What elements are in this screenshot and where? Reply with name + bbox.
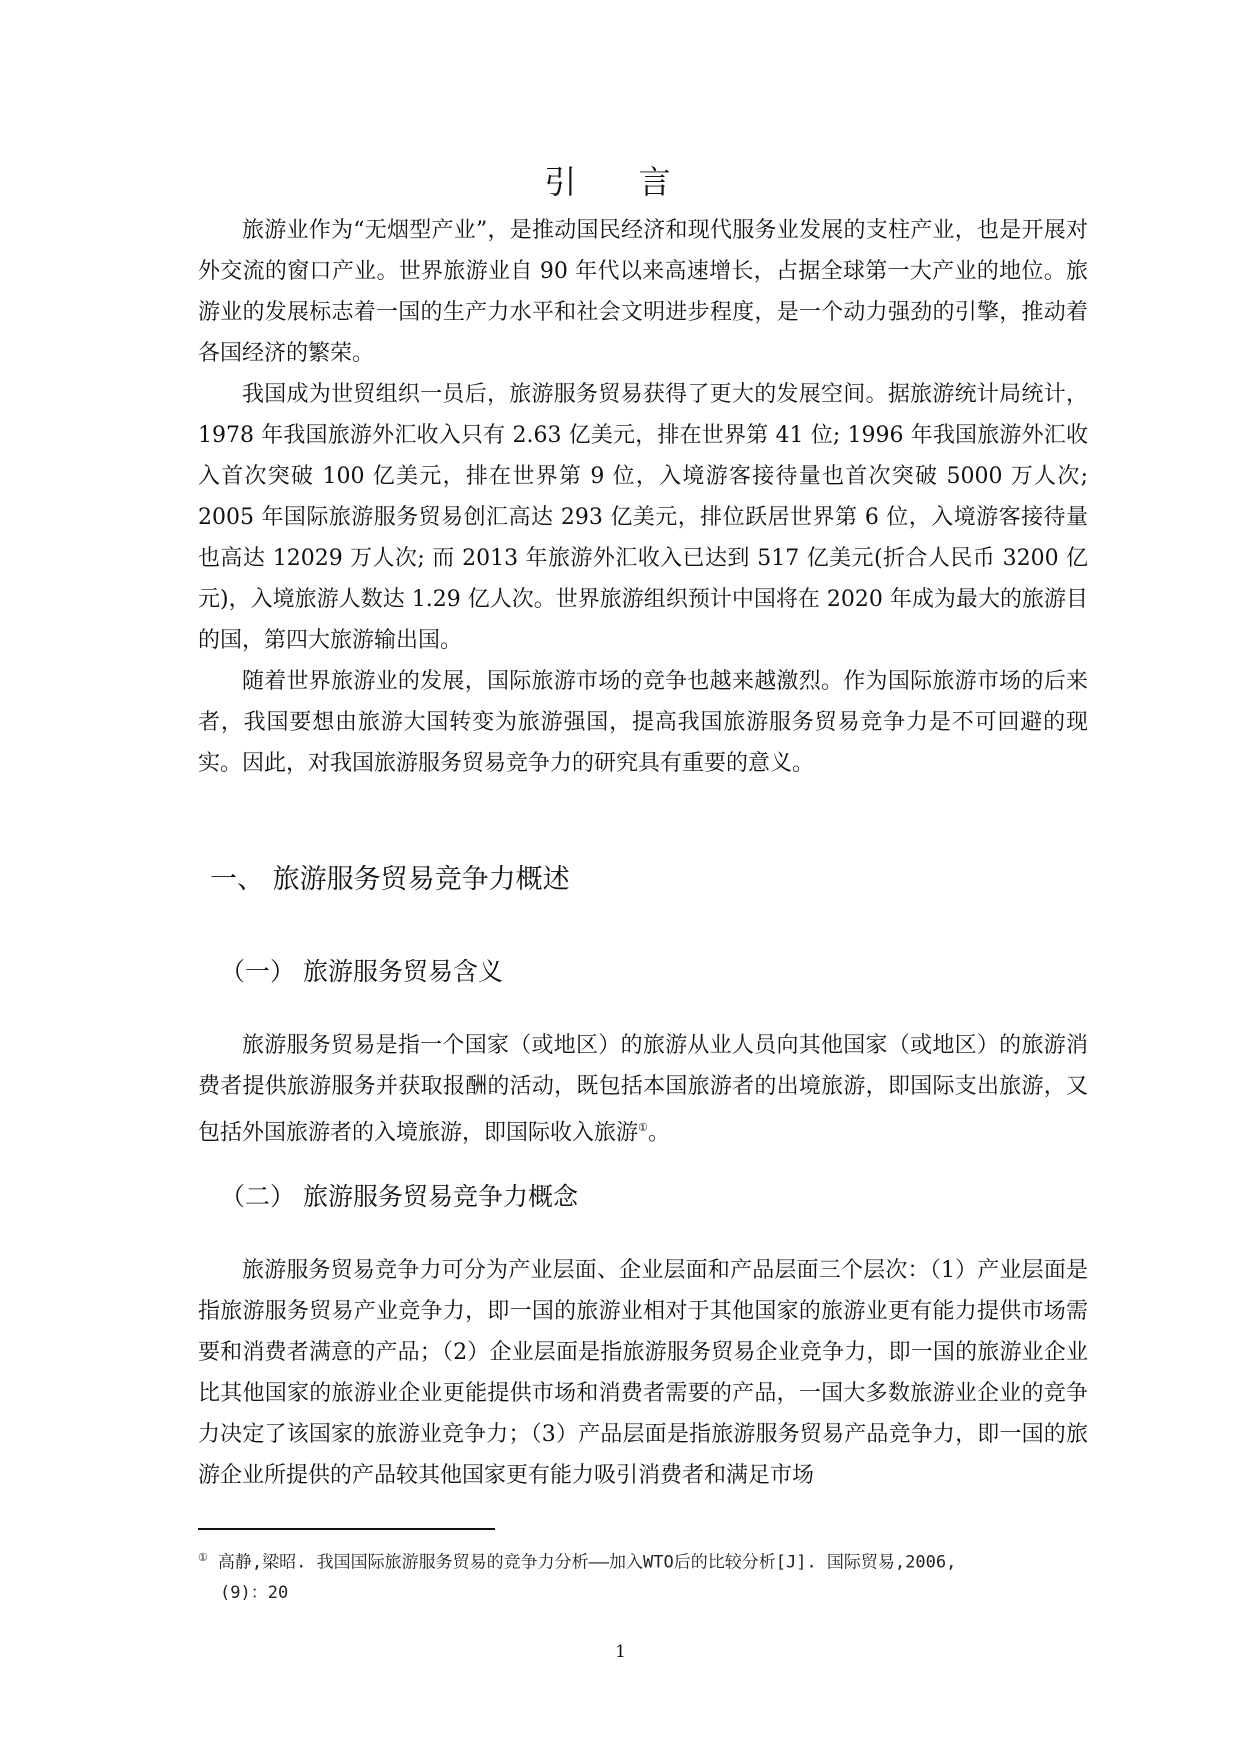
intro-paragraph-2: 我国成为世贸组织一员后，旅游服务贸易获得了更大的发展空间。据旅游统计局统计，1978 年我国旅游外汇收入只有 2.63 亿美元，排在世界第 41 位; 1996 年我国旅游外汇收入首次突破 100 亿美元，排在世界第 9 位，入境游客接待量也首次突破 5000 万人次; 2005 年国际旅游服务贸易创汇高达 293 亿美元，排位跃居世界第 6 位，入境游客接待量也高达 12029 万人次; 而 2013 年旅游外汇收入已达到 517 亿美元(折合人民币 3200 亿元)，入境旅游人数达 1.29 亿人次。世界旅游组织预计中国将在 2020 年成为最大的旅游目的国，第四大旅游输出国。 xyxy=(198,382,1088,653)
page-title: 引 言 xyxy=(544,163,697,201)
subsection-heading-2: （二） 旅游服务贸易竞争力概念 xyxy=(220,1182,578,1211)
subsection-2-body xyxy=(198,1250,1088,1496)
footnote-mark: ① xyxy=(198,1551,208,1564)
subsection-1-text-end: 。 xyxy=(647,1120,670,1146)
footnote-reference: ① xyxy=(638,1121,648,1134)
footnote-divider xyxy=(198,1528,495,1530)
footnote-line-2: (9)：20 xyxy=(220,1582,289,1603)
intro-section xyxy=(198,210,1088,784)
subsection-1-paragraph xyxy=(198,1025,1088,1153)
subsection-2-paragraph: 旅游服务贸易竞争力可分为产业层面、企业层面和产品层面三个层次：（1）产业层面是指旅游服务贸易产业竞争力，即一国的旅游业相对于其他国家的旅游业更有能力提供市场需要和消费者满意的产品；（2）企业层面是指旅游服务贸易企业竞争力，即一国的旅游业企业比其他国家的旅游业企业更能提供市场和消费者需要的产品，一国大多数旅游业企业的竞争力决定了该国家的旅游业竞争力；（3）产品层面是指旅游服务贸易产品竞争力，即一国的旅游企业所提供的产品较其他国家更有能力吸引消费者和满足市场 xyxy=(198,1258,1088,1488)
subsection-1-text: 旅游服务贸易是指一个国家（或地区）的旅游从业人员向其他国家（或地区）的旅游消费者提供旅游服务并获取报酬的活动，既包括本国旅游者的出境旅游，即国际支出旅游，又包括外国旅游者的入境旅游，即国际收入旅游 xyxy=(198,1033,1088,1146)
section-heading-1: 一、 旅游服务贸易竞争力概述 xyxy=(210,864,570,895)
subsection-1-body xyxy=(198,1025,1088,1153)
footnote-line-1: 高静,梁昭. 我国国际旅游服务贸易的竞争力分析——加入WTO后的比较分析[J]. 国际贸易,2006, xyxy=(217,1552,957,1573)
page-number: 1 xyxy=(615,1642,626,1662)
subsection-heading-1: （一） 旅游服务贸易含义 xyxy=(220,957,503,986)
intro-paragraph-3: 随着世界旅游业的发展，国际旅游市场的竞争也越来越激烈。作为国际旅游市场的后来者，我国要想由旅游大国转变为旅游强国，提高我国旅游服务贸易竞争力是不可回避的现实。因此，对我国旅游服务贸易竞争力的研究具有重要的意义。 xyxy=(198,669,1088,776)
intro-paragraph-1: 旅游业作为“无烟型产业”，是推动国民经济和现代服务业发展的支柱产业，也是开展对外交流的窗口产业。世界旅游业自 90 年代以来高速增长，占据全球第一大产业的地位。旅游业的发展标志着一国的生产力水平和社会文明进步程度，是一个动力强劲的引擎，推动着各国经济的繁荣。 xyxy=(198,218,1088,366)
footnote xyxy=(198,1543,1098,1608)
